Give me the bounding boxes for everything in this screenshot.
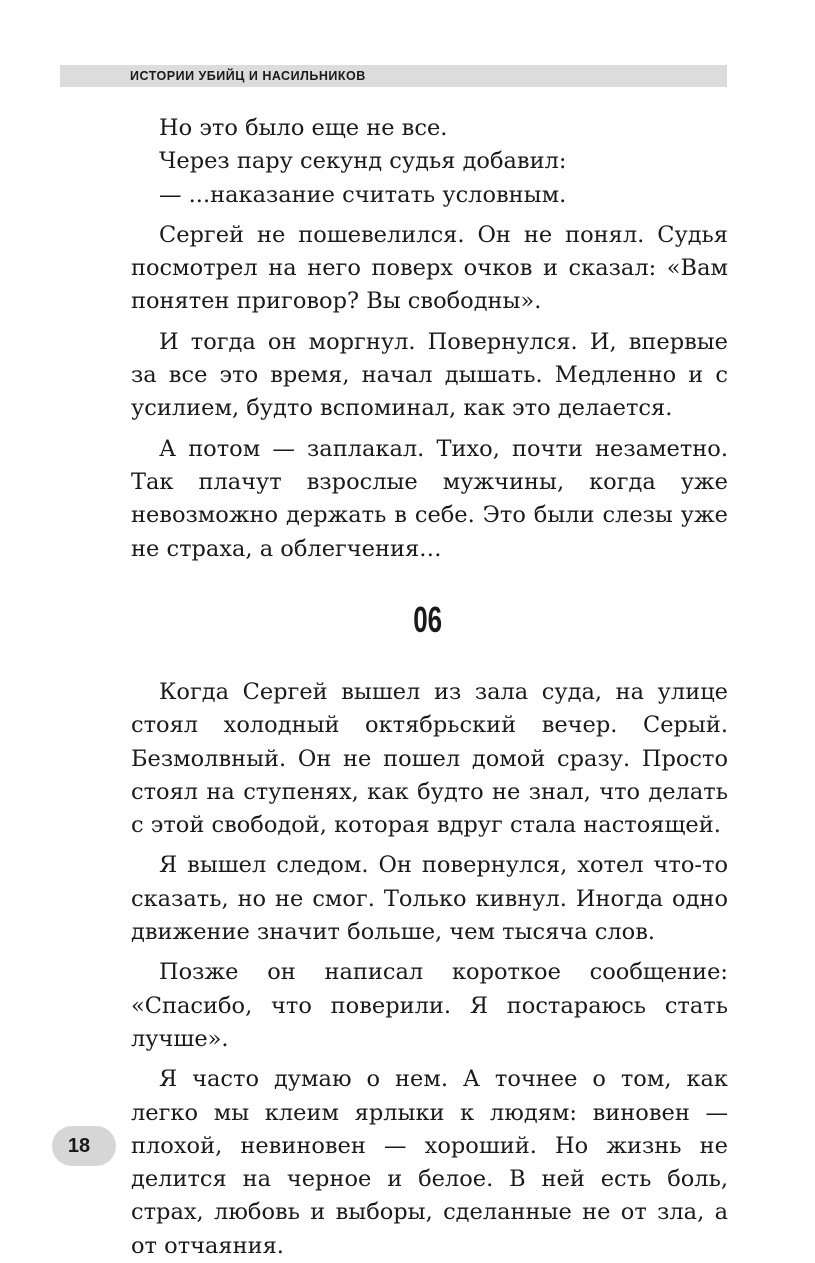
chapter-number: 06 [413,599,443,640]
paragraph: И тогда он моргнул. Повернулся. И, впервые за все это время, начал дышать. Медленно и с усилием, будто вспоминал, как это делается. [131,328,728,422]
running-header-title: ИСТОРИИ УБИЙЦ И НАСИЛЬНИКОВ [130,69,366,83]
paragraph: Позже он написал короткое сообщение: «Спасибо, что поверили. Я постараюсь стать лучше». [131,959,728,1052]
paragraph: Я часто думаю о нем. А точнее о том, как легко мы клеим ярлыки к людям: виновен — плохой, невиновен — хороший. Но жизнь не делится на черное и белое. В ней есть боль, страх, любовь и выборы, сделанные не от зла, а от отчаяния. [131,1066,728,1259]
dialogue-line: — ...наказание считать условным. [159,181,567,208]
text-block-chapter-body [131,676,728,1263]
paragraph: Сергей не пошевелился. Он не понял. Судья посмотрел на него поверх очков и сказал: «Вам понятен приговор? Вы свободны». [131,221,728,315]
paragraph: А потом — заплакал. Тихо, почти незаметно. Так плачут взрослые мужчины, когда уже невозможно держать в себе. Это были слезы уже не страха, а облегчения… [131,435,728,562]
page-number: 18 [67,1135,91,1157]
paragraph: Когда Сергей вышел из зала суда, на улице стоял холодный октябрьский вечер. Серый. Безмолвный. Он не пошел домой сразу. Просто стоял на ступенях, как будто не знал, что делать с этой свободой, которая вдруг стала настоящей. [131,679,728,839]
text-block-before-chapter [131,112,728,566]
paragraph: Но это было еще не все. [159,115,448,141]
paragraph: Я вышел следом. Он повернулся, хотел что-то сказать, но не смог. Только кивнул. Иногда одно движение значит больше, чем тысяча слов. [131,852,728,946]
paragraph: Через пару секунд судья добавил: [159,148,567,175]
